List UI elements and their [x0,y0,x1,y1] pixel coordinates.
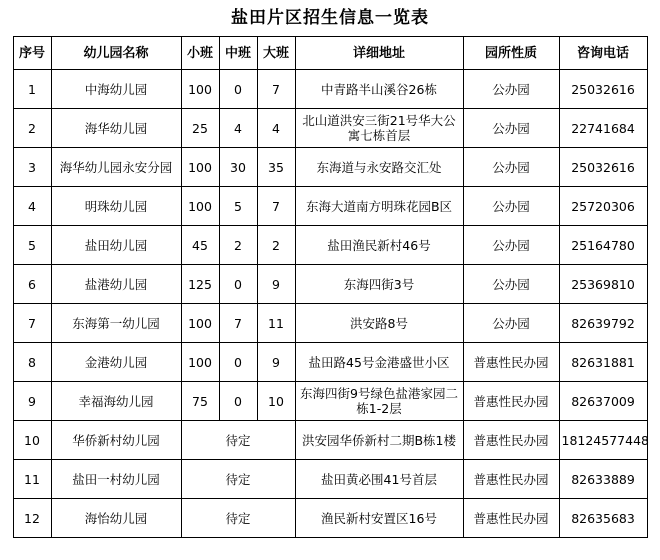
table-row [13,109,647,148]
cell-address: 渔民新村安置区16号 [295,499,463,538]
cell-address: 东海四街9号绿色盐港家园二栋1-2层 [295,382,463,421]
cell-phone: 25720306 [559,187,647,226]
table-row [13,382,647,421]
cell-kindergarten-name: 盐港幼儿园 [51,265,181,304]
table-header-row [13,37,647,70]
cell-large-class: 10 [257,382,295,421]
column-header-large-class: 大班 [257,37,295,70]
column-header-middle-class: 中班 [219,37,257,70]
cell-phone: 25032616 [559,70,647,109]
table-row [13,70,647,109]
cell-index: 2 [13,109,51,148]
table-row [13,421,647,460]
cell-middle-class: 2 [219,226,257,265]
cell-kindergarten-name: 盐田一村幼儿园 [51,460,181,499]
cell-address: 东海四街3号 [295,265,463,304]
cell-small-class: 100 [181,187,219,226]
cell-class-quota-pending: 待定 [181,421,295,460]
cell-index: 12 [13,499,51,538]
cell-phone: 82633889 [559,460,647,499]
cell-small-class: 45 [181,226,219,265]
cell-large-class: 35 [257,148,295,187]
table-row [13,226,647,265]
cell-large-class: 4 [257,109,295,148]
cell-class-quota-pending: 待定 [181,460,295,499]
cell-kindergarten-name: 华侨新村幼儿园 [51,421,181,460]
cell-phone: 82631881 [559,343,647,382]
table-header [13,37,647,70]
cell-middle-class: 0 [219,382,257,421]
cell-middle-class: 0 [219,265,257,304]
cell-middle-class: 7 [219,304,257,343]
cell-type: 公办园 [463,109,559,148]
cell-middle-class: 4 [219,109,257,148]
column-header-name: 幼儿园名称 [51,37,181,70]
cell-address: 盐田黄必围41号首层 [295,460,463,499]
cell-kindergarten-name: 幸福海幼儿园 [51,382,181,421]
cell-type: 普惠性民办园 [463,421,559,460]
cell-index: 5 [13,226,51,265]
cell-phone: 22741684 [559,109,647,148]
cell-small-class: 100 [181,304,219,343]
column-header-index: 序号 [13,37,51,70]
cell-type: 公办园 [463,70,559,109]
cell-kindergarten-name: 海华幼儿园 [51,109,181,148]
cell-address: 盐田路45号金港盛世小区 [295,343,463,382]
cell-type: 公办园 [463,187,559,226]
cell-type: 普惠性民办园 [463,343,559,382]
cell-small-class: 25 [181,109,219,148]
cell-small-class: 100 [181,148,219,187]
cell-middle-class: 0 [219,70,257,109]
cell-index: 8 [13,343,51,382]
table-row [13,343,647,382]
cell-kindergarten-name: 海华幼儿园永安分园 [51,148,181,187]
cell-index: 1 [13,70,51,109]
cell-small-class: 125 [181,265,219,304]
cell-phone: 25032616 [559,148,647,187]
cell-kindergarten-name: 盐田幼儿园 [51,226,181,265]
cell-phone: 82635683 [559,499,647,538]
cell-address: 中青路半山溪谷26栋 [295,70,463,109]
table-row [13,460,647,499]
cell-class-quota-pending: 待定 [181,499,295,538]
cell-kindergarten-name: 中海幼儿园 [51,70,181,109]
cell-large-class: 11 [257,304,295,343]
cell-address: 东海大道南方明珠花园B区 [295,187,463,226]
cell-large-class: 9 [257,265,295,304]
cell-type: 普惠性民办园 [463,382,559,421]
table-row [13,265,647,304]
cell-middle-class: 0 [219,343,257,382]
cell-address: 北山道洪安三街21号华大公寓七栋首层 [295,109,463,148]
page-title: 盐田片区招生信息一览表 [231,8,429,28]
table-row [13,304,647,343]
cell-type: 普惠性民办园 [463,460,559,499]
cell-type: 公办园 [463,226,559,265]
cell-address: 盐田渔民新村46号 [295,226,463,265]
column-header-small-class: 小班 [181,37,219,70]
cell-kindergarten-name: 东海第一幼儿园 [51,304,181,343]
cell-small-class: 100 [181,343,219,382]
cell-large-class: 7 [257,70,295,109]
cell-large-class: 2 [257,226,295,265]
cell-kindergarten-name: 海怡幼儿园 [51,499,181,538]
cell-type: 公办园 [463,148,559,187]
cell-large-class: 7 [257,187,295,226]
column-header-phone: 咨询电话 [559,37,647,70]
enrollment-info-table [13,36,648,538]
cell-small-class: 75 [181,382,219,421]
table-body [13,70,647,538]
column-header-address: 详细地址 [295,37,463,70]
cell-large-class: 9 [257,343,295,382]
cell-address: 东海道与永安路交汇处 [295,148,463,187]
cell-small-class: 100 [181,70,219,109]
table-row [13,148,647,187]
cell-type: 公办园 [463,304,559,343]
cell-address: 洪安园华侨新村二期B栋1楼 [295,421,463,460]
cell-phone: 82637009 [559,382,647,421]
cell-address: 洪安路8号 [295,304,463,343]
cell-index: 6 [13,265,51,304]
cell-phone: 18124577448 [559,421,647,460]
cell-phone: 25164780 [559,226,647,265]
cell-index: 10 [13,421,51,460]
cell-index: 3 [13,148,51,187]
cell-middle-class: 5 [219,187,257,226]
cell-type: 公办园 [463,265,559,304]
cell-index: 9 [13,382,51,421]
table-row [13,499,647,538]
cell-index: 7 [13,304,51,343]
cell-middle-class: 30 [219,148,257,187]
table-row [13,187,647,226]
cell-kindergarten-name: 金港幼儿园 [51,343,181,382]
cell-phone: 82639792 [559,304,647,343]
cell-phone: 25369810 [559,265,647,304]
cell-index: 4 [13,187,51,226]
cell-kindergarten-name: 明珠幼儿园 [51,187,181,226]
cell-index: 11 [13,460,51,499]
cell-type: 普惠性民办园 [463,499,559,538]
column-header-type: 园所性质 [463,37,559,70]
